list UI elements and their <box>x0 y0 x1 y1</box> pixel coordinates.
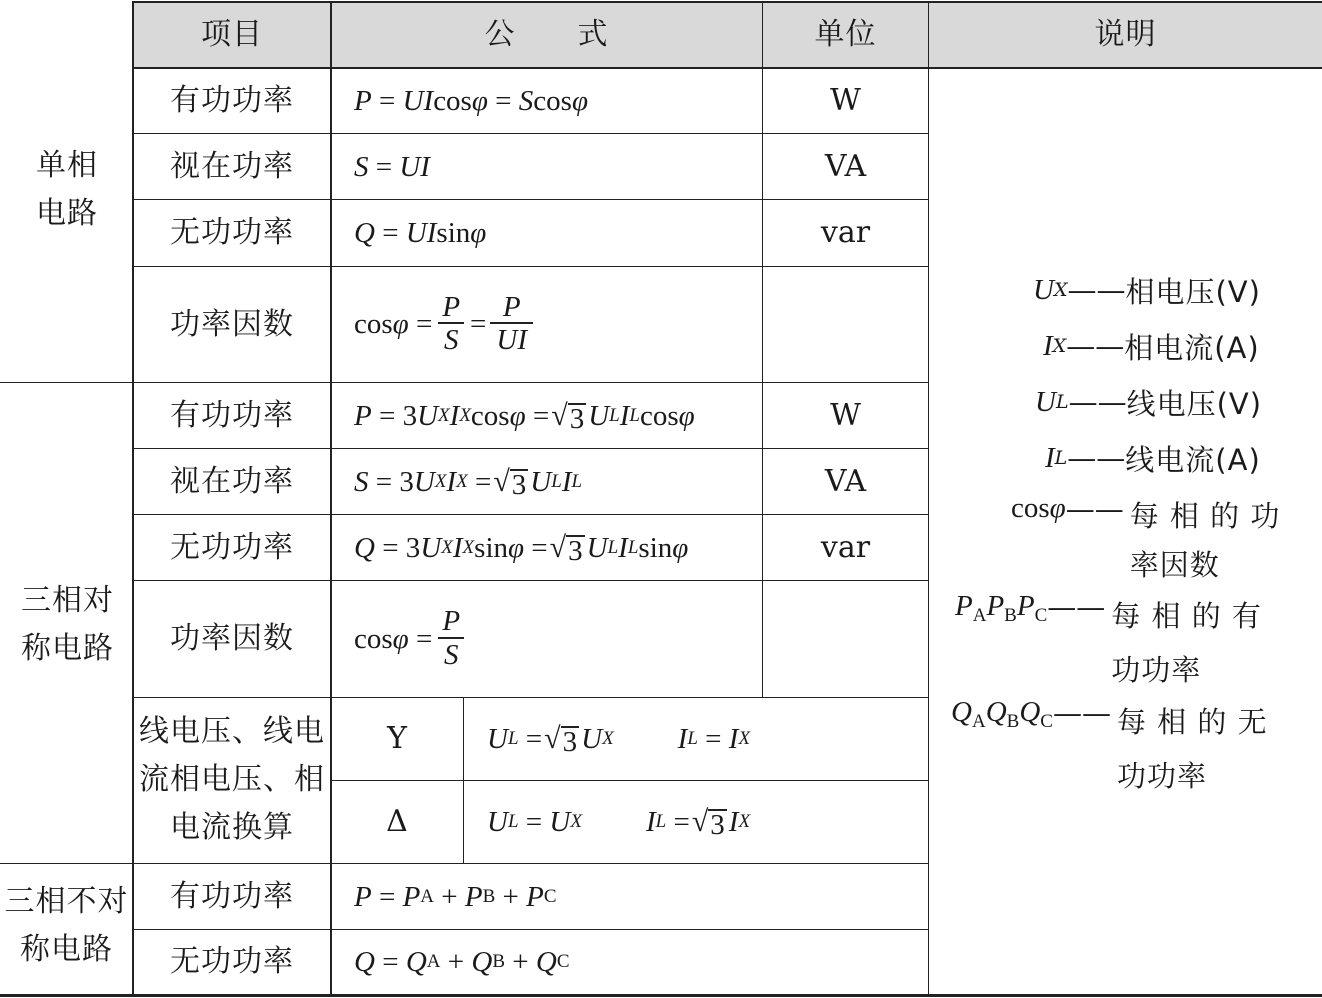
conn-star: Y <box>387 721 407 757</box>
formula-single-pf: cos φ = $\frac{P}{S}$ = $\frac{P}{UI}$ <box>354 267 537 382</box>
desc-text: 相电压(V) <box>1125 274 1261 309</box>
item-label: 无功功率 <box>170 215 294 251</box>
description-panel <box>929 68 1322 994</box>
vrule <box>463 697 464 863</box>
group-three-unbalanced: 三相不对称电路 <box>4 884 129 967</box>
desc-text: 相电流(A) <box>1124 330 1260 365</box>
formula-unbalanced-reactive: Q = Q A + Q B + Q C <box>354 945 570 978</box>
desc-text: 线电压(V) <box>1126 386 1263 421</box>
desc-p: $P_AP_BP_C$ —— 每 相 的 有功功率 <box>955 590 1271 634</box>
item-label: 视在功率 <box>170 149 294 185</box>
formula-delta-conversion: U L = U X I L = √ 3 I X <box>487 804 751 841</box>
formula-three-apparent: S = 3 U X I X = √ 3 U L I L <box>354 464 583 501</box>
formula-unbalanced-active: P = P A + P B + P C <box>354 880 557 913</box>
formula-three-pf: cos φ = $\frac{P}{S}$ <box>354 581 470 697</box>
unit-cell: var <box>820 215 871 251</box>
item-label: 功率因数 <box>170 621 294 657</box>
formula-single-apparent: S = UI <box>354 150 430 183</box>
header-formula: 公 式 <box>484 17 609 53</box>
rule-bottom <box>0 994 1322 997</box>
unit-cell: VA <box>824 464 867 500</box>
formula-three-reactive: Q = 3 U X I X sin φ = √ 3 U L I L sin φ <box>354 530 689 567</box>
header-note: 说明 <box>1094 17 1157 53</box>
conn-delta: Δ <box>386 804 408 840</box>
desc-ux: U X —— 相电压(V) <box>1033 268 1261 312</box>
unit-cell: VA <box>824 149 867 185</box>
desc-ix: I X —— 相电流(A) <box>1043 324 1260 368</box>
item-label: 有功功率 <box>170 879 294 915</box>
unit-cell: W <box>830 398 861 434</box>
header-item: 项目 <box>201 17 263 53</box>
formula-star-conversion: U L = √ 3 U X I L = I X <box>487 721 751 758</box>
formula-single-reactive: Q = UI sin φ <box>354 216 487 249</box>
formula-single-active: P = UI cos φ = S cos φ <box>354 84 588 117</box>
desc-cos: cosφ —— 每 相 的 功率因数 <box>1011 492 1290 536</box>
item-label-conversion: 线电压、线电流相电压、相电流换算 <box>139 714 325 845</box>
item-label: 无功功率 <box>170 944 294 980</box>
formula-three-active: P = 3 U X I X cos φ = √ 3 U L I L cos φ <box>354 398 695 435</box>
unit-cell: var <box>820 530 871 566</box>
desc-text: 每 相 的 有功功率 <box>1111 599 1262 687</box>
desc-text: 线电流(A) <box>1125 442 1261 477</box>
desc-ul: U L —— 线电压(V) <box>1035 380 1262 424</box>
item-label: 有功功率 <box>170 83 294 119</box>
item-label: 无功功率 <box>170 530 294 566</box>
desc-text: 每 相 的 无功功率 <box>1116 705 1268 793</box>
desc-text: 每 相 的 功率因数 <box>1129 499 1281 583</box>
item-label: 视在功率 <box>170 464 294 500</box>
unit-cell: W <box>830 83 861 119</box>
desc-il: I L —— 线电流(A) <box>1045 436 1261 480</box>
desc-q: $Q_AQ_BQ_C$ —— 每 相 的 无功功率 <box>951 696 1277 740</box>
item-label: 功率因数 <box>170 306 294 342</box>
item-label: 有功功率 <box>170 398 294 434</box>
group-three-balanced: 三相对称电路 <box>21 583 114 666</box>
header-unit: 单位 <box>814 17 877 53</box>
group-single-phase: 单相电路 <box>36 148 98 231</box>
